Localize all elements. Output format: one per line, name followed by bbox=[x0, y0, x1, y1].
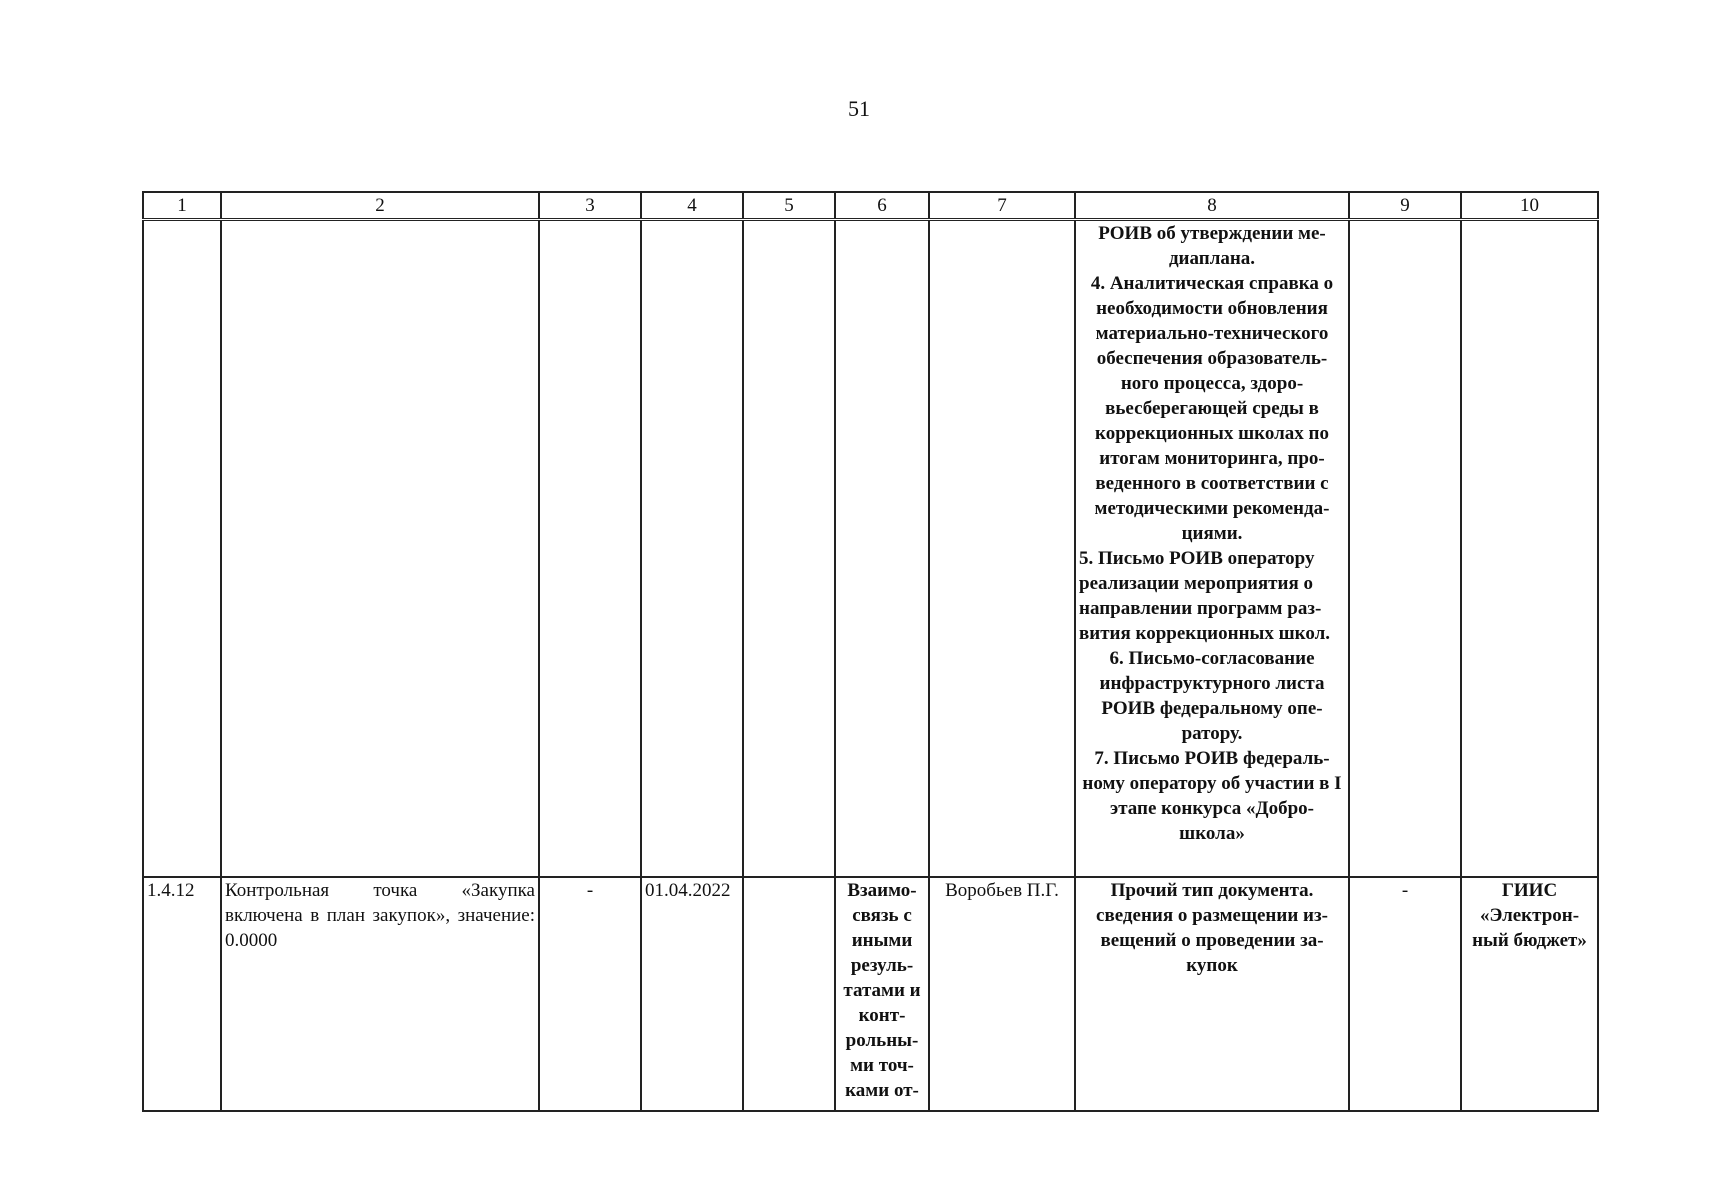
cell-empty bbox=[1461, 220, 1598, 878]
relationship-cell: Взаимо-связь с иными резуль-татами и конт-рольны-ми точ-ками от- bbox=[835, 877, 929, 1111]
table-row-1412 bbox=[143, 877, 1598, 1111]
document-table bbox=[142, 191, 1599, 1112]
col9-value-cell: - bbox=[1349, 877, 1461, 1111]
documents-list-cell bbox=[1075, 220, 1349, 878]
document-item-7: 7. Письмо РОИВ федераль-ному оператору об участии в I этапе конкурса «Добро-школа» bbox=[1082, 748, 1342, 844]
responsible-person-cell: Воробьев П.Г. bbox=[929, 877, 1075, 1111]
table-row-continued bbox=[143, 220, 1598, 878]
document-type-cell: Прочий тип документа. сведения о размещении из-вещений о проведении за-купок bbox=[1075, 877, 1349, 1111]
header-col-2: 2 bbox=[221, 192, 539, 220]
header-col-6: 6 bbox=[835, 192, 929, 220]
control-point-description-cell: Контрольная точка «Закупка включена в план закупок», значение: 0.0000 bbox=[221, 877, 539, 1111]
header-col-1: 1 bbox=[143, 192, 221, 220]
header-col-5: 5 bbox=[743, 192, 835, 220]
col3-value-cell: - bbox=[539, 877, 641, 1111]
header-row bbox=[143, 192, 1598, 220]
cell-empty bbox=[835, 220, 929, 878]
header-col-3: 3 bbox=[539, 192, 641, 220]
header-col-8: 8 bbox=[1075, 192, 1349, 220]
cell-empty bbox=[539, 220, 641, 878]
cell-empty bbox=[143, 220, 221, 878]
cell-empty bbox=[641, 220, 743, 878]
document-item-4: 4. Аналитическая справка о необходимости обновления материально-технического обеспечения образователь-ного процесса, здоро-вьесберегающей среды в коррекционных школах по итогам мониторинга, про-веденного в соответствии с методическими рекоменда-циями. bbox=[1090, 273, 1334, 544]
header-col-10: 10 bbox=[1461, 192, 1598, 220]
cell-empty bbox=[221, 220, 539, 878]
document-item-6: 6. Письмо-согласование инфраструктурного листа РОИВ федеральному опе-ратору. bbox=[1099, 648, 1325, 744]
page-number: 51 bbox=[848, 96, 870, 121]
date-cell: 01.04.2022 bbox=[641, 877, 743, 1111]
document-item-3-tail: РОИВ об утверждении ме-диаплана. bbox=[1098, 223, 1326, 269]
cell-empty bbox=[929, 220, 1075, 878]
col5-value-cell bbox=[743, 877, 835, 1111]
cell-empty bbox=[743, 220, 835, 878]
row-number-cell: 1.4.12 bbox=[143, 877, 221, 1111]
header-col-4: 4 bbox=[641, 192, 743, 220]
header-col-7: 7 bbox=[929, 192, 1075, 220]
cell-empty bbox=[1349, 220, 1461, 878]
header-col-9: 9 bbox=[1349, 192, 1461, 220]
document-item-5: 5. Письмо РОИВ оператору реализации мероприятия о направлении программ раз-вития коррекционных школ. bbox=[1079, 548, 1330, 644]
information-system-cell: ГИИС «Электрон-ный бюджет» bbox=[1461, 877, 1598, 1111]
